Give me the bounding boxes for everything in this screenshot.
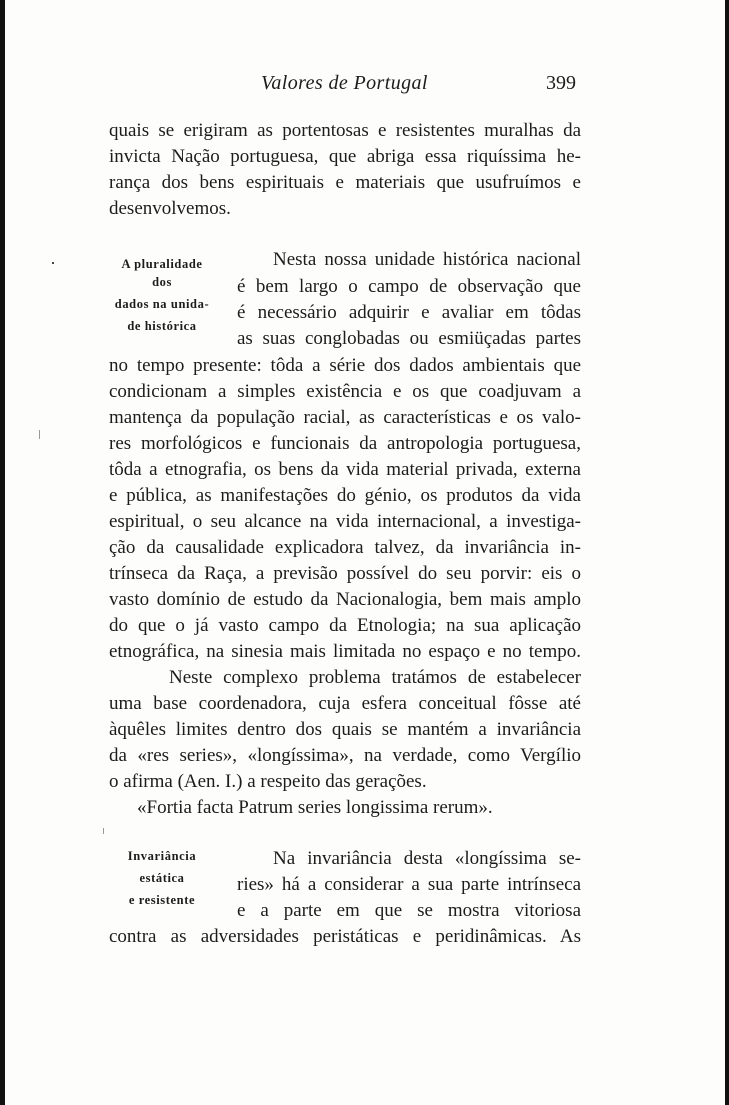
text-line: Neste complexo problema tratámos de estabelecer	[169, 667, 581, 688]
scan-speck	[52, 262, 54, 264]
text-line: mantença da população racial, as características e os valo-	[109, 407, 581, 428]
text-line: o afirma (Aen. I.) a respeito das gerações.	[109, 771, 427, 792]
text-line: vasto domínio de estudo da Nacionalogia, bem mais amplo	[109, 589, 581, 610]
scan-speck	[39, 430, 40, 439]
text-line: trínseca da Raça, a previsão possível do seu porvir: eis o	[109, 563, 581, 584]
text-line: é necessário adquirir e avaliar em tôdas	[237, 302, 581, 323]
text-line: res morfológicos e funcionais da antropologia portuguesa,	[109, 433, 581, 454]
text-line: da «res series», «longíssima», na verdade, como Vergílio	[109, 745, 581, 766]
marginal-note-line: estática	[139, 871, 185, 885]
marginal-note-line: dos	[152, 275, 172, 289]
text-line: quais se erigiram as portentosas e resistentes muralhas da	[109, 120, 581, 141]
text-line: as suas conglobadas ou esmiüçadas partes	[237, 328, 581, 349]
text-line: uma base coordenadora, cuja esfera conceitual fôsse até	[109, 693, 581, 714]
text-line: etnográfica, na sinesia mais limitada no espaço e no tempo.	[109, 641, 581, 662]
running-title: Valores de Portugal	[261, 72, 428, 94]
marginal-note-line: dados na unida-	[114, 297, 210, 311]
marginal-note-line: de histórica	[127, 319, 197, 333]
text-line: Nesta nossa unidade histórica nacional	[273, 249, 581, 270]
text-line: invicta Nação portuguesa, que abriga essa riquíssima he-	[109, 146, 581, 167]
text-line: àquêles limites dentro dos quais se mantém a invariância	[109, 719, 581, 740]
text-line: ries» há a considerar a sua parte intrínseca	[237, 874, 581, 895]
latin-quotation: «Fortia facta Patrum series longissima rerum».	[137, 797, 493, 818]
text-line: tôda a etnografia, os bens da vida material privada, externa	[109, 459, 581, 480]
running-head	[5, 72, 729, 102]
text-line: no tempo presente: tôda a série dos dados ambientais que	[109, 355, 581, 376]
text-line: é bem largo o campo de observação que	[237, 276, 581, 297]
marginal-note-line: Invariância	[127, 849, 197, 863]
text-line: rança dos bens espirituais e materiais que usufruímos e	[109, 172, 581, 193]
text-line: e a parte em que se mostra vitoriosa	[237, 900, 581, 921]
text-line: do que o já vasto campo da Etnologia; na sua aplicação	[109, 615, 581, 636]
text-line: espiritual, o seu alcance na vida internacional, a investiga-	[109, 511, 581, 532]
scan-speck	[103, 828, 104, 834]
text-line: condicionam a simples existência e os que coadjuvam a	[109, 381, 581, 402]
text-line: ção da causalidade explicadora talvez, da invariância in-	[109, 537, 581, 558]
text-line: e pública, as manifestações do génio, os produtos da vida	[109, 485, 581, 506]
marginal-note-line: A pluralidade	[121, 257, 203, 271]
text-line: Na invariância desta «longíssima se-	[273, 848, 581, 869]
text-line: desenvolvemos.	[109, 198, 231, 219]
page-number: 399	[546, 72, 576, 94]
text-line: contra as adversidades peristáticas e peridinâmicas. As	[109, 926, 581, 947]
marginal-note-line: e resistente	[128, 893, 196, 907]
